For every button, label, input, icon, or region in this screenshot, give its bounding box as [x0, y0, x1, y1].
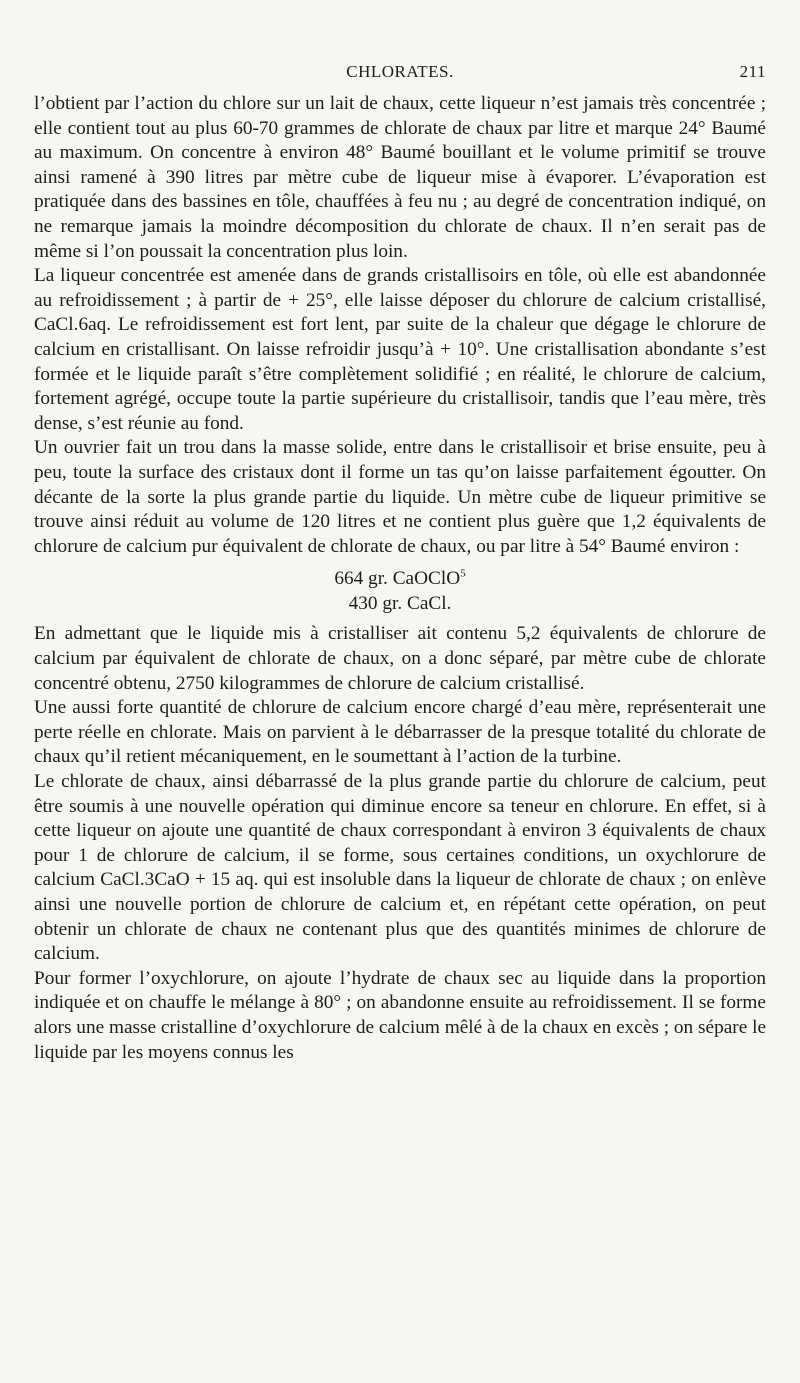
- running-title: CHLORATES.: [346, 62, 454, 81]
- page-body: [34, 92, 766, 1065]
- formula-row-1-text: 664 gr. CaOClO: [334, 568, 461, 590]
- paragraph-1: l’obtient par l’action du chlore sur un lait de chaux, cette liqueur n’est jamais très concentrée ; elle contient tout au plus 60-70 grammes de chlorate de chaux par litre et marque 24° Baumé au maximum. On concentre à environ 48° Baumé bouillant et le volume primitif se trouve ainsi ramené à 390 litres par mètre cube de liqueur mise à évaporer. L’évaporation est pratiquée dans des bassines en tôle, chauffées à feu nu ; au degré de concentration indiqué, on ne remarque jamais la moindre décomposition du chlorate de chaux. Il n’en serait pas de même si l’on poussait la concentration plus loin.: [34, 93, 766, 262]
- paragraph-6: Le chlorate de chaux, ainsi débarrassé de la plus grande partie du chlorure de calcium, peut être soumis à une nouvelle opération qui diminue encore sa teneur en chlorure. En effet, si à cette liqueur on ajoute une quantité de chaux correspondant à environ 3 équivalents de chaux pour 1 de chlorure de calcium, il se forme, sous certaines conditions, un oxychlorure de calcium CaCl.3CaO + 15 aq. qui est insoluble dans la liqueur de chlorate de chaux ; on enlève ainsi une nouvelle portion de chlorure de calcium et, en répétant cette opération, on peut obtenir un chlorate de chaux ne contenant plus que des quantités minimes de chlorure de calcium.: [34, 771, 766, 965]
- formula-block: [34, 567, 766, 616]
- formula-row-2: 430 gr. CaCl.: [348, 592, 452, 614]
- page-header: [34, 62, 766, 92]
- paragraph-2: La liqueur concentrée est amenée dans de grands cristallisoirs en tôle, où elle est abandonnée au refroidissement ; à partir de + 25°, elle laisse déposer du chlorure de calcium cristallisé, CaCl.6aq. Le refroidissement est fort lent, par suite de la chaleur que dégage le chlorure de calcium en cristallisant. On laisse refroidir jusqu’à + 10°. Une cristallisation abondante s’est formée et le liquide paraît s’être complètement solidifié ; en réalité, le chlorure de calcium, fortement agrégé, occupe toute la partie supérieure du cristallisoir, tandis que l’eau mère, très dense, s’est réunie au fond.: [34, 265, 766, 434]
- page: [34, 62, 766, 1065]
- paragraph-5: Une aussi forte quantité de chlorure de calcium encore chargé d’eau mère, représenterait une perte réelle en chlorate. Mais on parvient à le débarrasser de la presque totalité du chlorate de chaux qu’il retient mécaniquement, en le soumettant à l’action de la turbine.: [34, 697, 766, 768]
- formula-row-1: [34, 567, 766, 592]
- formula-row-1-superscript: 5: [460, 567, 466, 580]
- paragraph-7: Pour former l’oxychlorure, on ajoute l’hydrate de chaux sec au liquide dans la proportion indiquée et on chauffe le mélange à 80° ; on abandonne ensuite au refroidissement. Il se forme alors une masse cristalline d’oxychlorure de calcium mêlé à de la chaux en excès ; on sépare le liquide par les moyens connus les: [34, 967, 766, 1063]
- paragraph-3: Un ouvrier fait un trou dans la masse solide, entre dans le cristallisoir et brise ensuite, peu à peu, toute la surface des cristaux dont il forme un tas qu’on laisse parfaitement égoutter. On décante de la sorte la plus grande partie du liquide. Un mètre cube de liqueur primitive se trouve ainsi réduit au volume de 120 litres et ne contient plus guère que 1,2 équivalents de chlorure de calcium pur équivalent de chlorate de chaux, ou par litre à 54° Baumé environ :: [34, 437, 766, 557]
- paragraph-4: En admettant que le liquide mis à cristalliser ait contenu 5,2 équivalents de chlorure de calcium par équivalent de chlorate de chaux, on a donc séparé, par mètre cube de chlorate concentré obtenu, 2750 kilogrammes de chlorure de calcium cristallisé.: [34, 623, 766, 694]
- page-number: 211: [739, 62, 766, 81]
